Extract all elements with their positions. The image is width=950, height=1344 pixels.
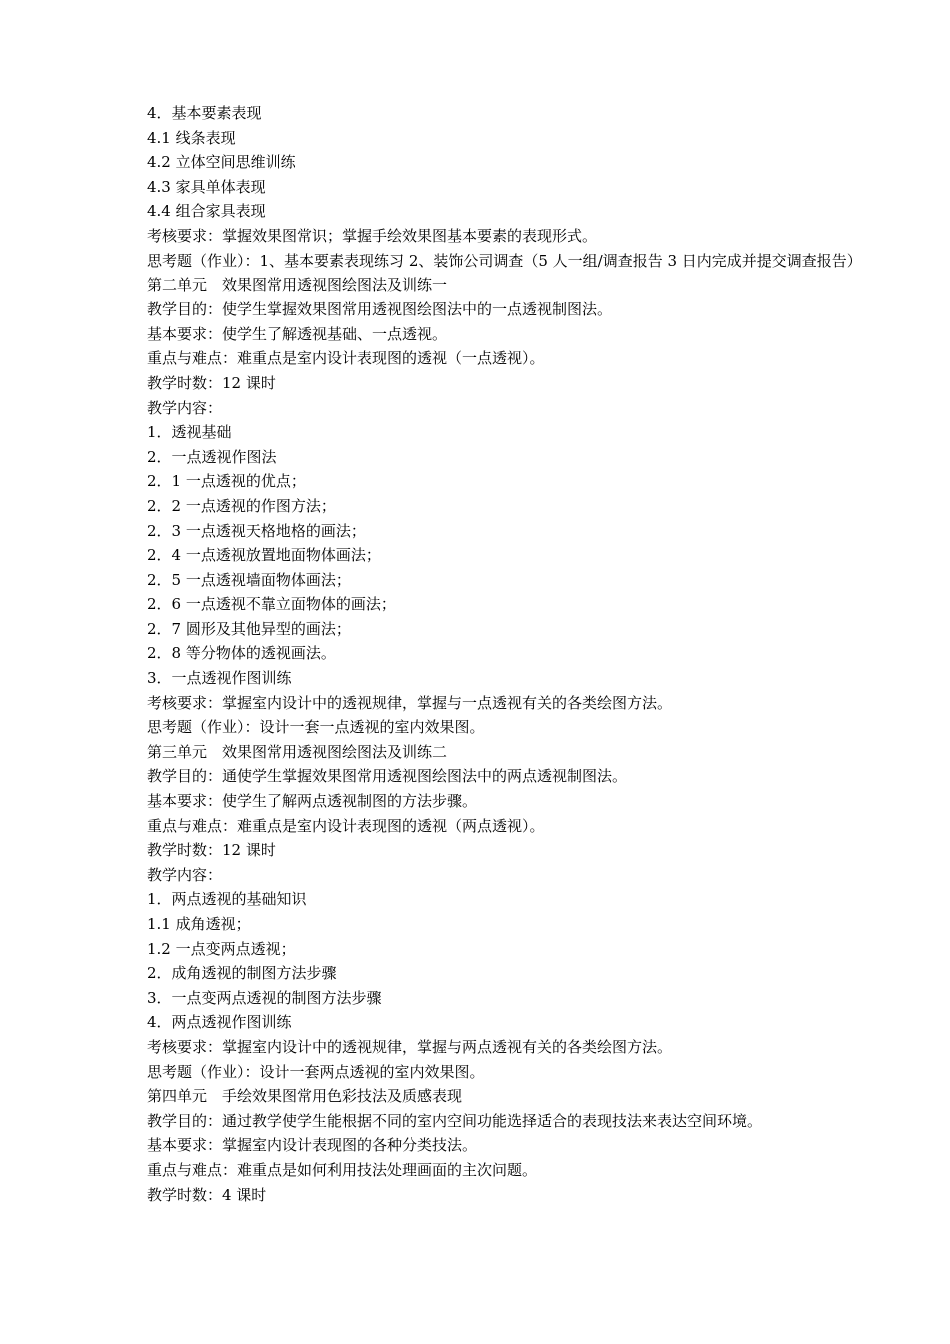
list-item: 1.1 成角透视； [147, 915, 251, 933]
assessment-text: 考核要求：掌握室内设计中的透视规律，掌握与两点透视有关的各类绘图方法。 [147, 1037, 673, 1056]
assessment-text: 考核要求：掌握效果图常识；掌握手绘效果图基本要素的表现形式。 [147, 226, 598, 245]
assessment-text: 考核要求：掌握室内设计中的透视规律，掌握与一点透视有关的各类绘图方法。 [147, 693, 673, 712]
homework-text: 思考题（作业）：设计一套两点透视的室内效果图。 [147, 1062, 485, 1081]
paragraph: 教学目的：通过教学使学生能根据不同的室内空间功能选择适合的表现技法来表达空间环境。 [147, 1111, 763, 1130]
list-item: 1．透视基础 [147, 423, 232, 442]
list-item: 1.2 一点变两点透视； [147, 939, 296, 958]
list-item: 4.1 线条表现 [147, 128, 236, 147]
list-item: 3．一点透视作图训练 [147, 669, 292, 688]
list-item: 2．7 圆形及其他异型的画法； [147, 619, 351, 638]
paragraph: 教学内容： [147, 865, 223, 884]
unit-heading: 第四单元 手绘效果图常用色彩技法及质感表现 [147, 1087, 463, 1106]
list-item: 2．5 一点透视墙面物体画法； [147, 570, 351, 589]
paragraph: 教学内容： [147, 398, 223, 417]
list-item: 1．两点透视的基础知识 [147, 890, 307, 909]
paragraph: 教学时数：4 课时 [147, 1185, 267, 1204]
list-item: 4.3 家具单体表现 [147, 177, 266, 196]
list-item: 2．成角透视的制图方法步骤 [147, 964, 337, 983]
list-item: 2．8 等分物体的透视画法。 [147, 644, 336, 663]
paragraph: 教学时数：12 课时 [147, 373, 276, 392]
list-item: 4.2 立体空间思维训练 [147, 153, 296, 172]
paragraph: 重点与难点：难重点是室内设计表现图的透视（一点透视）。 [147, 349, 545, 368]
paragraph: 教学目的：使学生掌握效果图常用透视图绘图法中的一点透视制图法。 [147, 300, 613, 319]
list-item: 2．6 一点透视不靠立面物体的画法； [147, 595, 396, 614]
list-item: 4．基本要素表现 [147, 104, 262, 122]
list-item: 4.4 组合家具表现 [147, 202, 266, 221]
paragraph: 重点与难点：难重点是室内设计表现图的透视（两点透视）。 [147, 816, 545, 835]
unit-heading: 第三单元 效果图常用透视图绘图法及训练二 [147, 742, 448, 761]
paragraph: 基本要求：掌握室内设计表现图的各种分类技法。 [147, 1136, 478, 1155]
homework-text: 思考题（作业）：设计一套一点透视的室内效果图。 [147, 718, 485, 737]
list-item: 3．一点变两点透视的制图方法步骤 [147, 988, 382, 1007]
homework-text: 思考题（作业）：1、基本要素表现练习 2、装饰公司调查（5 人一组/调查报告 3 日内完成并提交调查报告） [147, 251, 862, 270]
list-item: 2．2 一点透视的作图方法； [147, 496, 336, 515]
unit-heading: 第二单元 效果图常用透视图绘图法及训练一 [147, 275, 448, 294]
list-item: 2．1 一点透视的优点； [147, 472, 306, 491]
list-item: 2．3 一点透视天格地格的画法； [147, 521, 366, 540]
list-item: 4．两点透视作图训练 [147, 1013, 292, 1032]
paragraph: 重点与难点：难重点是如何利用技法处理画面的主次问题。 [147, 1160, 538, 1179]
paragraph: 教学时数：12 课时 [147, 841, 276, 860]
document-body [147, 101, 867, 1207]
paragraph: 基本要求：使学生了解透视基础、一点透视。 [147, 324, 448, 343]
paragraph: 基本要求：使学生了解两点透视制图的方法步骤。 [147, 792, 478, 811]
list-item: 2．4 一点透视放置地面物体画法； [147, 546, 381, 565]
paragraph: 教学目的：通使学生掌握效果图常用透视图绘图法中的两点透视制图法。 [147, 767, 628, 786]
list-item: 2．一点透视作图法 [147, 447, 277, 466]
